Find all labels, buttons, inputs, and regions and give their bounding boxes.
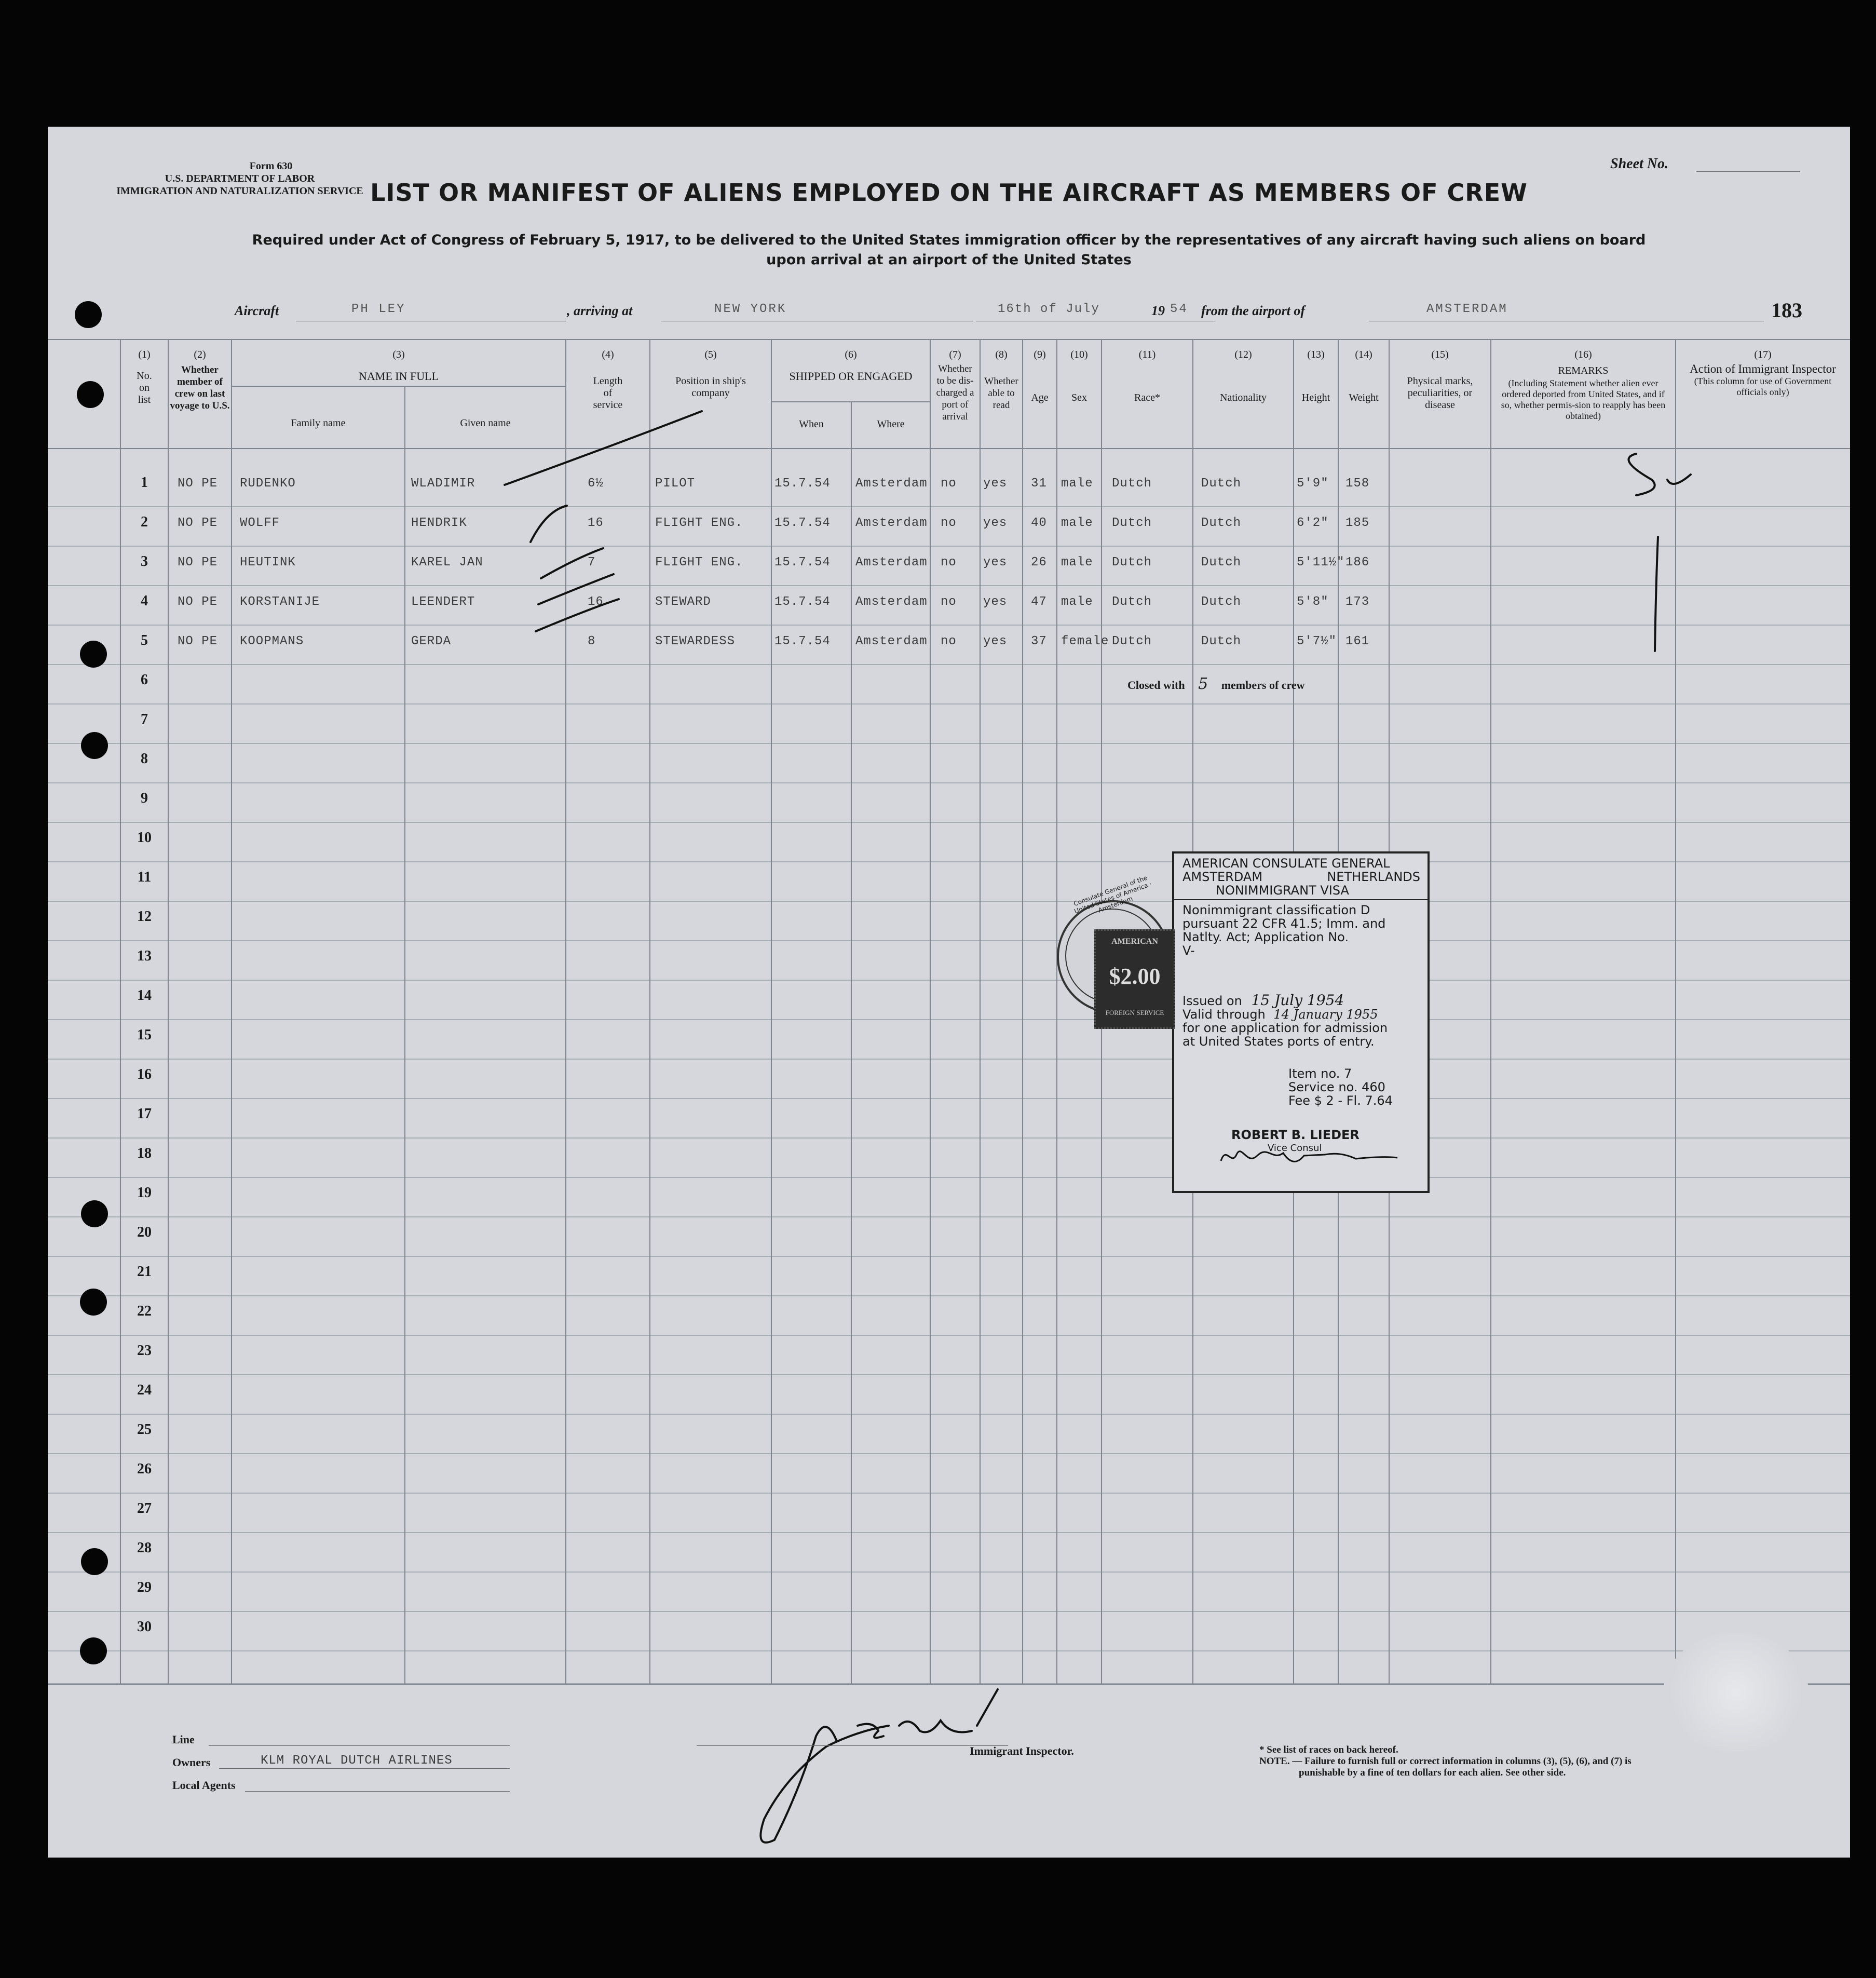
cell-nationality: Dutch (1201, 477, 1242, 491)
stamp-fee: Fee $ 2 - Fl. 7.64 (1288, 1093, 1393, 1108)
col-label-10: Sex (1071, 392, 1087, 403)
binder-hole (77, 381, 104, 408)
cell-nationality: Dutch (1201, 556, 1242, 570)
row-number: 29 (137, 1579, 152, 1595)
closing-prefix: Closed with (1127, 679, 1185, 692)
row-number: 11 (137, 869, 152, 885)
cell-weight: 158 (1345, 477, 1370, 491)
cell-height: 5'9" (1297, 477, 1329, 491)
cell-given: KAREL JAN (411, 556, 483, 570)
col-number-4: (4) (602, 349, 614, 360)
col-label-17: Action of Immigrant Inspector (1690, 362, 1836, 375)
aircraft-value: PH LEY (351, 302, 406, 316)
stamp-admission: for one application for admission (1182, 1021, 1388, 1035)
footnotes (1242, 1744, 1761, 1779)
cell-prev: NO PE (178, 556, 218, 570)
inspector-signature (760, 1689, 998, 1842)
col-number-11: (11) (1138, 349, 1156, 360)
handwritten-marks (48, 127, 1850, 1858)
cell-where: Amsterdam (855, 556, 928, 570)
cell-prev: NO PE (178, 516, 218, 530)
cell-age: 26 (1031, 556, 1047, 570)
cell-service: 6½ (588, 477, 604, 491)
cell-height: 5'7½" (1297, 634, 1337, 648)
stamp-consul-name: ROBERT B. LIEDER (1231, 1128, 1360, 1142)
col-label-3: NAME IN FULL (359, 370, 439, 383)
col-number-14: (14) (1355, 349, 1372, 360)
stamp-service-no: Service no. 460 (1288, 1080, 1385, 1094)
row-number: 2 (141, 514, 148, 530)
cell-service: 16 (588, 516, 604, 530)
col-label-6: SHIPPED OR ENGAGED (789, 370, 913, 383)
cell-prev: NO PE (178, 477, 218, 491)
check-mark-4 (538, 574, 614, 604)
col-label-where: Where (877, 418, 905, 430)
cell-age: 47 (1031, 595, 1047, 609)
cell-when: 15.7.54 (774, 477, 831, 491)
col-label-1: No. on list (137, 370, 152, 405)
closing-suffix: members of crew (1221, 679, 1305, 692)
col-number-2: (2) (194, 349, 206, 360)
cell-race: Dutch (1112, 516, 1152, 530)
cell-nationality: Dutch (1201, 634, 1242, 648)
col-label-9: Age (1031, 392, 1049, 403)
row-number: 26 (137, 1461, 152, 1477)
stamp-visa-type: NONIMMIGRANT VISA (1174, 884, 1428, 900)
line-field (209, 1745, 510, 1746)
row-number: 22 (137, 1303, 152, 1319)
cell-given: LEENDERT (411, 595, 475, 609)
stamp-consulate: AMERICAN CONSULATE GENERAL (1182, 856, 1390, 871)
cell-position: STEWARD (655, 595, 711, 609)
stamp-visa-number: V- (1182, 943, 1195, 958)
row-number: 12 (137, 909, 152, 925)
col-number-16: (16) (1574, 349, 1592, 360)
cell-read: yes (983, 556, 1008, 570)
cell-weight: 173 (1345, 595, 1370, 609)
row-number: 9 (141, 790, 148, 806)
race-footnote: * See list of races on back hereof. (1259, 1744, 1398, 1755)
cell-when: 15.7.54 (774, 595, 831, 609)
cell-service: 16 (588, 595, 604, 609)
stamp-ports: at United States ports of entry. (1182, 1034, 1375, 1049)
cell-read: yes (983, 595, 1008, 609)
row-number: 25 (137, 1421, 152, 1438)
line-label: Line (172, 1733, 195, 1746)
cell-race: Dutch (1112, 477, 1152, 491)
from-airport-value: AMSTERDAM (1426, 302, 1508, 316)
form-number: Form 630 (249, 160, 293, 172)
binder-hole (80, 1289, 107, 1316)
cell-where: Amsterdam (855, 595, 928, 609)
cell-race: Dutch (1112, 634, 1152, 648)
row-number: 20 (137, 1224, 152, 1240)
cell-when: 15.7.54 (774, 634, 831, 648)
col-label-14: Weight (1349, 392, 1379, 403)
col-number-3: (3) (392, 349, 405, 360)
cell-position: PILOT (655, 477, 696, 491)
cell-age: 40 (1031, 516, 1047, 530)
cell-weight: 161 (1345, 634, 1370, 648)
cell-nationality: Dutch (1201, 595, 1242, 609)
cell-given: GERDA (411, 634, 452, 648)
owners-field (219, 1768, 510, 1769)
cell-discharged: no (941, 477, 957, 491)
check-mark-5 (536, 599, 619, 631)
cell-family: WOLFF (240, 516, 280, 530)
cell-prev: NO PE (178, 634, 218, 648)
local-agents-label: Local Agents (172, 1779, 236, 1792)
col-label-family-name: Family name (291, 417, 346, 429)
col-number-15: (15) (1431, 349, 1449, 360)
note-line-1: NOTE. — Failure to furnish full or correct information in columns (3), (5), (6), and (7) is (1259, 1756, 1632, 1767)
cell-where: Amsterdam (855, 634, 928, 648)
cell-discharged: no (941, 634, 957, 648)
col-number-9: (9) (1034, 349, 1046, 360)
row-number: 5 (141, 632, 148, 648)
stamp-application: Natlty. Act; Application No. (1182, 930, 1349, 944)
row-number: 30 (137, 1619, 152, 1635)
cell-service: 8 (588, 634, 596, 648)
col-label-when: When (799, 418, 824, 430)
cell-prev: NO PE (178, 595, 218, 609)
year-prefix: 19 (1151, 303, 1165, 318)
cell-sex: male (1061, 556, 1093, 570)
row-number: 6 (141, 672, 148, 688)
inspector-initials (1628, 454, 1691, 495)
fee-stamp-bottom: FOREIGN SERVICE (1105, 1009, 1164, 1017)
col-label-8: Whether able to read (984, 376, 1018, 411)
arriving-value: NEW YORK (714, 302, 787, 316)
row-number: 21 (137, 1264, 152, 1280)
row-number: 15 (137, 1027, 152, 1043)
cell-position: STEWARDESS (655, 634, 736, 648)
cell-weight: 186 (1345, 556, 1370, 570)
col-label-7: Whether to be dis-charged a port of arrival (936, 363, 974, 422)
stamp-item: Item no. 7 (1288, 1066, 1352, 1081)
row-number: 14 (137, 987, 152, 1004)
col-number-7: (7) (949, 349, 961, 360)
inspector-label: Immigrant Inspector. (970, 1744, 1074, 1757)
row-number: 17 (137, 1106, 152, 1122)
col-label-16: REMARKS (1558, 365, 1609, 376)
col-sublabel-16: (Including Statement whether alien ever ordered deported from United States, and if so, whether permis-sion to reapply has been obtained) (1501, 378, 1666, 421)
date-value: 16th of July (998, 302, 1100, 316)
col-number-12: (12) (1234, 349, 1252, 360)
col-label-15: Physical marks, peculiarities, or disease (1407, 375, 1473, 411)
stamp-pursuant: pursuant 22 CFR 41.5; Imm. and (1182, 916, 1386, 931)
row-number: 1 (141, 475, 148, 491)
row-number: 24 (137, 1382, 152, 1398)
arriving-label: , arriving at (567, 303, 633, 318)
col-number-6: (6) (845, 349, 857, 360)
stamp-valid-label: Valid through (1182, 1007, 1266, 1022)
col-label-2: Whether member of crew on last voyage to U.S. (170, 364, 230, 411)
department: U.S. DEPARTMENT OF LABOR (165, 173, 315, 184)
col-label-11: Race* (1134, 392, 1160, 403)
inspector-signature-line (697, 1745, 1008, 1746)
cell-race: Dutch (1112, 595, 1152, 609)
col-number-8: (8) (995, 349, 1008, 360)
cell-age: 31 (1031, 477, 1047, 491)
binder-hole (81, 1548, 108, 1575)
inspector-bracket-line (1655, 537, 1658, 651)
cell-family: KOOPMANS (240, 634, 304, 648)
cell-family: KORSTANIJE (240, 595, 320, 609)
binder-hole (81, 1200, 108, 1227)
row-number: 3 (141, 553, 148, 570)
row-number: 4 (141, 593, 148, 609)
manifest-sheet (48, 127, 1850, 1858)
cell-family: RUDENKO (240, 477, 296, 491)
cell-read: yes (983, 634, 1008, 648)
col-number-13: (13) (1307, 349, 1325, 360)
cell-when: 15.7.54 (774, 556, 831, 570)
from-airport-label: from the airport of (1201, 303, 1306, 318)
binder-hole (80, 1637, 107, 1664)
col-label-given-name: Given name (460, 417, 511, 429)
cell-nationality: Dutch (1201, 516, 1242, 530)
cell-when: 15.7.54 (774, 516, 831, 530)
stamp-valid-value: 14 January 1955 (1273, 1007, 1378, 1022)
col-number-5: (5) (704, 349, 717, 360)
cell-sex: male (1061, 516, 1093, 530)
check-mark-1 (505, 411, 702, 485)
cell-position: FLIGHT ENG. (655, 556, 743, 570)
col-label-5: Position in ship's company (675, 375, 746, 399)
cell-where: Amsterdam (855, 516, 928, 530)
cell-read: yes (983, 477, 1008, 491)
cell-family: HEUTINK (240, 556, 296, 570)
col-label-13: Height (1301, 392, 1330, 403)
col-sublabel-17: (This column for use of Government officials only) (1694, 376, 1832, 397)
stamp-country: NETHERLANDS (1327, 870, 1420, 884)
cell-race: Dutch (1112, 556, 1152, 570)
cell-sex: male (1061, 595, 1093, 609)
fee-stamp-value: $2.00 (1109, 964, 1161, 989)
cell-height: 5'8" (1297, 595, 1329, 609)
stamp-issued-label: Issued on (1182, 994, 1242, 1008)
binder-hole (80, 641, 107, 668)
embossed-seal (1663, 1632, 1809, 1752)
owners-value: KLM ROYAL DUTCH AIRLINES (261, 1754, 453, 1768)
row-number: 23 (137, 1343, 152, 1359)
row-number: 16 (137, 1066, 152, 1082)
page-number: 183 (1771, 299, 1802, 322)
subtitle-line-1: Required under Act of Congress of February 5, 1917, to be delivered to the United States immigration officer by the representatives of any aircraft having such aliens on board (252, 232, 1646, 248)
row-number: 13 (137, 948, 152, 964)
cell-position: FLIGHT ENG. (655, 516, 743, 530)
cell-where: Amsterdam (855, 477, 928, 491)
page-title: LIST OR MANIFEST OF ALIENS EMPLOYED ON THE AIRCRAFT AS MEMBERS OF CREW (370, 179, 1528, 207)
check-mark-3 (541, 548, 603, 578)
fee-stamp-top: AMERICAN (1111, 937, 1158, 946)
cell-read: yes (983, 516, 1008, 530)
cell-discharged: no (941, 556, 957, 570)
col-number-17: (17) (1754, 349, 1772, 360)
binder-hole (81, 732, 108, 759)
cell-age: 37 (1031, 634, 1047, 648)
col-label-4: Length of service (593, 375, 623, 411)
subtitle-line-2: upon arrival at an airport of the United States (766, 252, 1132, 268)
stamp-issued-value: 15 July 1954 (1251, 992, 1344, 1009)
aircraft-label: Aircraft (235, 303, 279, 318)
cell-given: WLADIMIR (411, 477, 475, 491)
note-line-2: punishable by a fine of ten dollars for each alien. See other side. (1299, 1767, 1566, 1778)
cell-given: HENDRIK (411, 516, 467, 530)
col-number-1: (1) (138, 349, 151, 360)
row-number: 8 (141, 751, 148, 767)
cell-sex: female (1061, 634, 1109, 648)
cell-sex: male (1061, 477, 1093, 491)
closing-count: 5 (1198, 675, 1208, 693)
col-label-12: Nationality (1220, 392, 1267, 403)
service-name: IMMIGRATION AND NATURALIZATION SERVICE (116, 185, 363, 197)
row-number: 10 (137, 830, 152, 846)
cell-height: 6'2" (1297, 516, 1329, 530)
cell-discharged: no (941, 516, 957, 530)
cell-service: 7 (588, 556, 596, 570)
row-number: 19 (137, 1185, 152, 1201)
stamp-classification: Nonimmigrant classification D (1182, 903, 1370, 917)
sheet-number-label: Sheet No. (1610, 156, 1668, 172)
binder-hole (75, 301, 102, 328)
check-mark-2 (531, 506, 567, 542)
seal-text: Consulate General of the United States of America · Amsterdam (1072, 874, 1153, 915)
year-value: 54 (1170, 302, 1188, 316)
local-agents-field (245, 1791, 510, 1792)
owners-label: Owners (172, 1756, 211, 1769)
row-number: 28 (137, 1540, 152, 1556)
row-number: 27 (137, 1500, 152, 1516)
stamp-consul-title: Vice Consul (1268, 1143, 1322, 1154)
row-number: 7 (141, 711, 148, 727)
col-number-10: (10) (1070, 349, 1088, 360)
cell-height: 5'11½" (1297, 556, 1345, 570)
stamp-city: AMSTERDAM (1182, 870, 1263, 884)
cell-weight: 185 (1345, 516, 1370, 530)
cell-discharged: no (941, 595, 957, 609)
row-number: 18 (137, 1145, 152, 1161)
